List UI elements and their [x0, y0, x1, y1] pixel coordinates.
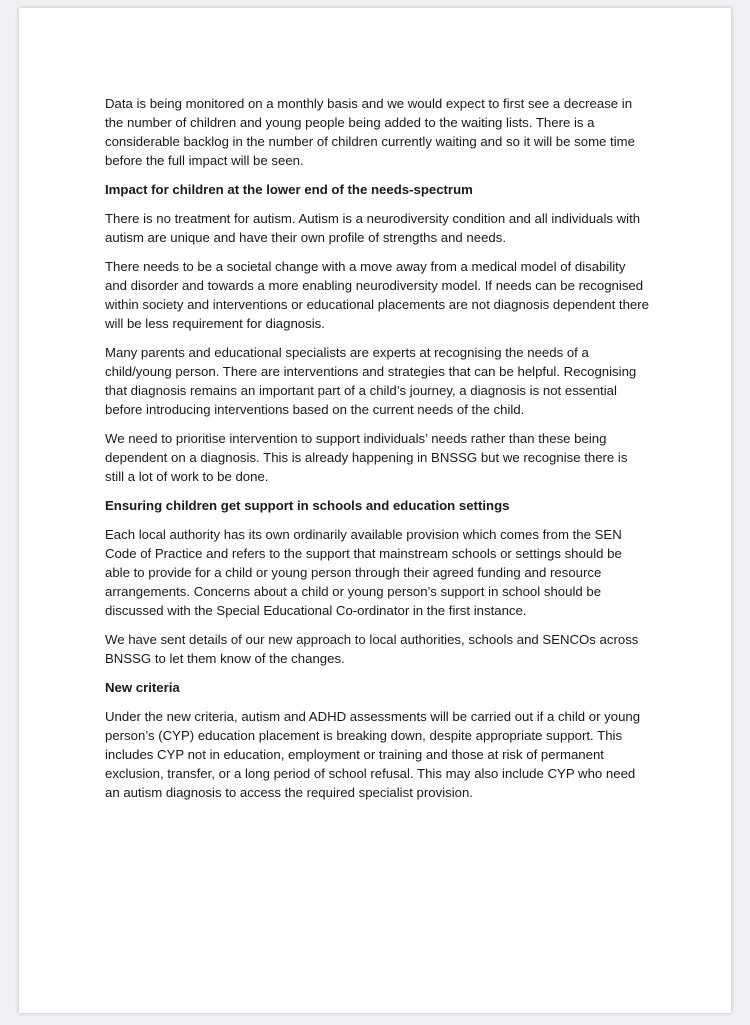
- heading-new-criteria: New criteria: [105, 680, 180, 695]
- document-page: [19, 8, 731, 1013]
- paragraph-new-criteria: Under the new criteria, autism and ADHD assessments will be carried out if a child or young person’s (CYP) education placement is breaking down, despite appropriate support. This includes CYP not in education, employment or training and those at risk of permanent exclusion, transfer, or a long period of school refusal. This may also include CYP who need an autism diagnosis to access the required specialist provision.: [105, 709, 641, 800]
- paragraph-sent-details: We have sent details of our new approach to local authorities, schools and SENCOs across BNSSG to let them know of the changes.: [105, 632, 639, 666]
- heading-school-support: Ensuring children get support in schools and education settings: [105, 498, 510, 513]
- paragraph-parents-specialists: Many parents and educational specialists are experts at recognising the needs of a child/young person. There are interventions and strategies that can be helpful. Recognising that diagnosis remains an important part of a child’s journey, a diagnosis is not essential before introducing interventions based on the current needs of the child.: [105, 345, 637, 417]
- paragraph-prioritise-intervention: We need to prioritise intervention to support individuals’ needs rather than these being dependent on a diagnosis. This is already happening in BNSSG but we recognise there is still a lot of work to be done.: [105, 431, 628, 484]
- paragraph-local-authority: Each local authority has its own ordinarily available provision which comes from the SEN Code of Practice and refers to the support that mainstream schools or settings should be able to provide for a child or young person through their agreed funding and resource arrangements. Concerns about a child or young person’s support in school should be discussed with the Special Educational Co-ordinator in the first instance.: [105, 527, 622, 618]
- heading-lower-end-needs: Impact for children at the lower end of the needs-spectrum: [105, 182, 473, 197]
- paragraph-monitoring: Data is being monitored on a monthly basis and we would expect to first see a decrease in the number of children and young people being added to the waiting lists. There is a considerable backlog in the number of children currently waiting and so it will be some time before the full impact will be seen.: [105, 96, 635, 168]
- paragraph-no-treatment: There is no treatment for autism. Autism is a neurodiversity condition and all individuals with autism are unique and have their own profile of strengths and needs.: [105, 211, 641, 245]
- document-body: [105, 94, 650, 812]
- paragraph-societal-change: There needs to be a societal change with a move away from a medical model of disability and disorder and towards a more enabling neurodiversity model. If needs can be recognised within society and interventions or educational placements are not diagnosis dependent there will be less requirement for diagnosis.: [105, 259, 649, 331]
